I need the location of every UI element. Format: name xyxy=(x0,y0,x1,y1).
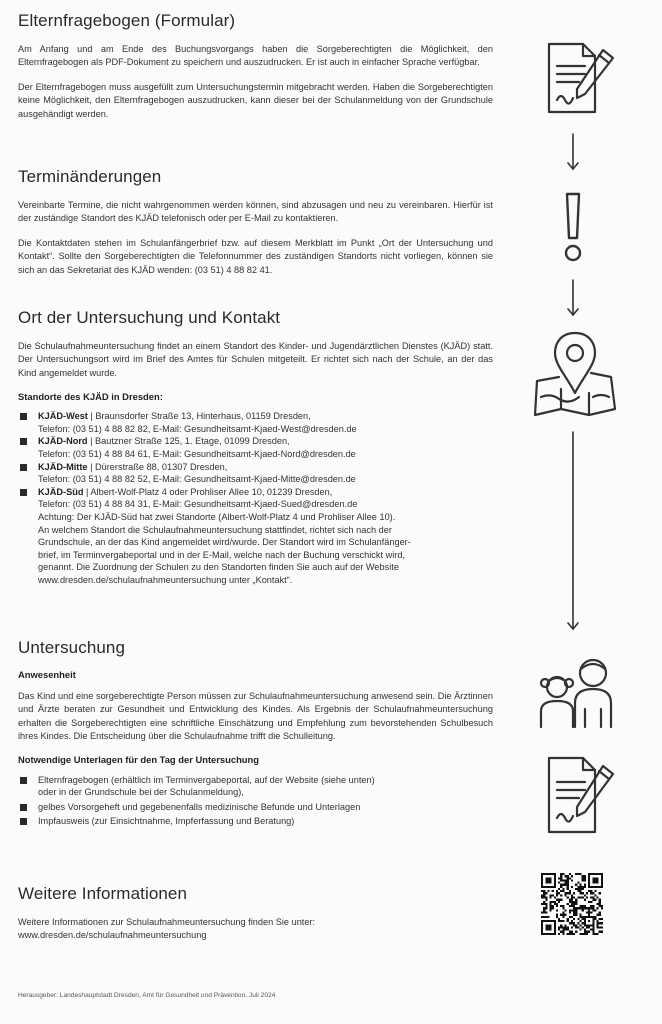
section-title: Terminänderungen xyxy=(18,167,162,186)
icon-column xyxy=(525,0,635,1024)
subheading: Notwendige Unterlagen für den Tag der Untersuchung xyxy=(18,753,259,765)
location-address: | Braunsdorfer Straße 13, Hinterhaus, 01159 Dresden, xyxy=(87,411,311,422)
paragraph: Der Elternfragebogen muss ausgefüllt zum Untersuchungstermin mitgebracht werden. Haben die Sorgeberechtigten keine Möglichkeit, den Elternfragebogen auszudrucken, kann dieser bei der Schulanmeldung von der Grundschule ausgehändigt werden. xyxy=(18,81,493,119)
section-title: Weitere Informationen xyxy=(18,884,188,903)
subheading: Anwesenheit xyxy=(18,669,76,680)
list-item xyxy=(18,410,493,435)
list-item xyxy=(18,435,493,460)
subheading: Standorte des KJÄD in Dresden: xyxy=(18,391,163,403)
arrow-down-icon xyxy=(565,278,581,318)
exclamation-icon xyxy=(559,190,587,266)
family-icon xyxy=(529,653,625,731)
qr-code-icon[interactable] xyxy=(541,873,603,935)
location-contact: Telefon: (03 51) 4 88 82 82, E-Mail: Gesundheitsamt-Kjaed-West@dresden.de xyxy=(38,423,357,434)
location-name: KJÄD-Mitte xyxy=(38,461,88,472)
bullet-square-icon xyxy=(20,489,27,496)
arrow-down-icon xyxy=(565,132,581,172)
document-pen-icon xyxy=(539,38,619,118)
paragraph: Vereinbarte Termine, die nicht wahrgenommen werden können, sind abzusagen und neu zu vereinbaren. Hierfür ist der zuständige Standort des KJÄD telefonisch oder per E-Mail zu kontaktieren. xyxy=(18,200,493,224)
section-untersuchung xyxy=(18,637,493,828)
list-item-text: Impfausweis (zur Einsichtnahme, Impferfassung und Beratung) xyxy=(38,816,295,827)
list-item xyxy=(18,774,493,799)
paragraph: Das Kind und eine sorgeberechtigte Person müssen zur Schulaufnahmeuntersuchung anwesend sein. Die Ärztinnen und Ärzte beraten zur Gesundheit und Entwicklung des Kindes. Als Ergebnis der Schulaufnahmeuntersuchung erhalten die Sorgeberechtigten eine schriftliche Einschätzung und Empfehlung zum bevorstehenden Schulbesuch ihres Kindes. Die Entscheidung über die Schulaufnahme trifft die Schulleitung. xyxy=(18,691,493,742)
section-weitere-informationen xyxy=(18,883,493,943)
section-terminaenderungen xyxy=(18,166,493,277)
location-list xyxy=(18,410,493,586)
list-item-text: oder in der Grundschule bei der Schulanmeldung), xyxy=(38,787,244,798)
list-item xyxy=(18,461,493,486)
note-line: Grundschule, an der das Kind angemeldet wird/wurde. Der Standort wird im Schulanfänger- xyxy=(38,537,411,548)
paragraph: Weitere Informationen zur Schulaufnahmeuntersuchung finden Sie unter: xyxy=(18,917,316,927)
paragraph: Die Schulaufnahmeuntersuchung findet an einem Standort des Kinder- und Jugendärztlichen Dienstes (KJÄD) statt. Der Untersuchungsort wird im Brief des Amtes für Schulen mitgeteilt. Er richtet sich nach der Schule, an der das Kind angemeldet wurde. xyxy=(18,341,493,378)
list-item-text: Elternfragebogen (erhältlich im Terminvergabeportal, auf der Website (siehe unten) xyxy=(38,774,375,785)
location-name: KJÄD-West xyxy=(38,411,88,422)
arrow-down-icon xyxy=(565,430,581,632)
bullet-square-icon xyxy=(20,804,27,811)
location-contact: Telefon: (03 51) 4 88 84 31, E-Mail: Gesundheitsamt-Kjaed-Sued@dresden.de xyxy=(38,499,358,510)
bullet-square-icon xyxy=(20,818,27,825)
bullet-square-icon xyxy=(20,413,27,420)
document-pen-icon xyxy=(539,752,619,840)
list-item-text: gelbes Vorsorgeheft und gegebenenfalls medizinische Befunde und Unterlagen xyxy=(38,801,361,812)
list-item xyxy=(18,815,493,828)
list-item xyxy=(18,486,493,587)
website-link[interactable]: www.dresden.de/schulaufnahmeuntersuchung xyxy=(18,930,207,941)
publisher-footer: Herausgeber: Landeshauptstadt Dresden, Amt für Gesundheit und Prävention, Juli 2024 xyxy=(18,992,276,999)
location-name: KJÄD-Süd xyxy=(38,486,84,497)
note-line: An welchem Standort die Schulaufnahmeuntersuchung stattfindet, richtet sich nach der xyxy=(38,524,392,535)
location-address: | Albert-Wolf-Platz 4 oder Prohliser Allee 10, 01239 Dresden, xyxy=(83,486,333,497)
bullet-square-icon xyxy=(20,464,27,471)
bullet-square-icon xyxy=(20,777,27,784)
location-address: | Bautzner Straße 125, 1. Etage, 01099 Dresden, xyxy=(87,436,290,447)
section-elternfragebogen xyxy=(18,10,493,121)
location-name: KJÄD-Nord xyxy=(38,436,88,447)
bullet-square-icon xyxy=(20,438,27,445)
section-title: Ort der Untersuchung und Kontakt xyxy=(18,308,281,327)
note-line: brief, im Terminvergabeportal und in der E-Mail, welche nach der Buchung verschickt wird, xyxy=(38,549,405,560)
documents-list xyxy=(18,774,493,828)
list-item xyxy=(18,801,493,814)
section-title: Elternfragebogen (Formular) xyxy=(18,11,236,30)
note-line: www.dresden.de/schulaufnahmeuntersuchung unter „Kontakt“. xyxy=(38,574,293,585)
section-title: Untersuchung xyxy=(18,638,126,657)
section-ort-und-kontakt xyxy=(18,307,493,587)
paragraph: Am Anfang und am Ende des Buchungsvorgangs haben die Sorgeberechtigten die Möglichkeit, den Elternfragebogen als PDF-Dokument zu speichern und auszudrucken. Er ist auch in einfacher Sprache verfügbar. xyxy=(18,44,493,68)
note-line: Achtung: Der KJÄD-Süd hat zwei Standorte (Albert-Wolf-Platz 4 und Prohliser Allee 10). xyxy=(38,511,396,522)
location-contact: Telefon: (03 51) 4 88 84 61, E-Mail: Gesundheitsamt-Kjaed-Nord@dresden.de xyxy=(38,449,356,459)
paragraph: Die Kontaktdaten stehen im Schulanfängerbrief bzw. auf diesem Merkblatt im Punkt „Ort der Untersuchung und Kontakt“. Sollte den Sorgeberechtigten die Telefonnummer des zuständigen Standorts nicht vorliegen, können sie sich an das Sekretariat des KJÄD wenden: (03 51) 4 88 82 41. xyxy=(18,237,493,275)
note-line: genannt. Die Zuordnung der Schulen zu den Standorten finden Sie auch auf der Website xyxy=(38,562,399,573)
location-address: | Dürerstraße 88, 01307 Dresden, xyxy=(87,461,228,472)
location-map-icon xyxy=(531,327,621,419)
location-contact: Telefon: (03 51) 4 88 82 52, E-Mail: Gesundheitsamt-Kjaed-Mitte@dresden.de xyxy=(38,474,356,485)
